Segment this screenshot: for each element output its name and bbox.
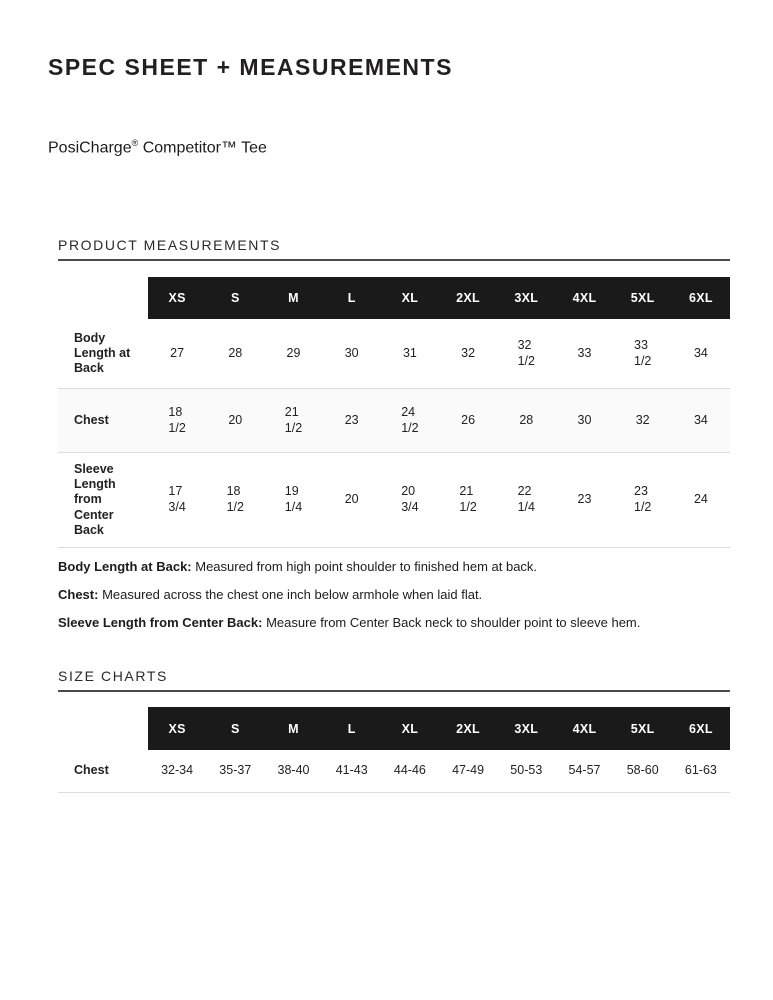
measurement-value	[323, 319, 381, 388]
value-lines: 17 3/4	[168, 484, 186, 514]
size-charts-table	[58, 707, 730, 793]
value-lines: 54-57	[568, 763, 601, 778]
note-definition: Measure from Center Back neck to shoulder point to sleeve hem.	[262, 615, 641, 630]
registered-trademark-symbol: ®	[131, 138, 139, 148]
row-label: Sleeve Length from Center Back	[74, 461, 116, 537]
measurement-value	[497, 389, 555, 452]
measurement-value	[264, 319, 322, 388]
measurement-value	[381, 389, 439, 452]
value-lines: 61-63	[684, 763, 717, 778]
size-header-row	[58, 707, 730, 750]
value-lines: 23 1/2	[634, 484, 652, 514]
value-lines: 28	[519, 412, 534, 427]
size-column-header: 2XL	[439, 707, 497, 750]
size-column-header: 6XL	[672, 707, 730, 750]
measurement-value	[555, 389, 613, 452]
measurement-value	[206, 750, 264, 792]
value-lines: 21 1/2	[284, 404, 303, 435]
value-lines: 32	[461, 345, 476, 360]
value-lines: 23	[577, 492, 592, 507]
value-lines: 23	[344, 412, 359, 427]
measurement-value	[672, 389, 730, 452]
value-lines: 32-34	[161, 763, 194, 778]
value-lines: 34	[693, 412, 708, 427]
measurement-value	[672, 319, 730, 388]
size-column-header: M	[264, 707, 322, 750]
size-column-header: L	[323, 707, 381, 750]
size-column-header: XS	[148, 277, 206, 319]
measurement-value	[323, 750, 381, 792]
measurement-value	[555, 750, 613, 792]
value-lines: 34	[693, 345, 708, 360]
measurement-value	[439, 453, 497, 547]
value-lines: 38-40	[277, 763, 310, 778]
table-row	[58, 319, 730, 389]
measurement-value	[614, 319, 672, 388]
product-name-rest: Competitor™ Tee	[138, 139, 267, 157]
value-lines: 28	[228, 345, 243, 360]
value-lines: 50-53	[510, 763, 543, 778]
measurement-value	[206, 319, 264, 388]
size-column-header: S	[206, 277, 264, 319]
measurement-value	[264, 750, 322, 792]
value-lines: 19 1/4	[284, 484, 303, 514]
measurement-value	[555, 319, 613, 388]
value-lines: 20	[228, 412, 243, 427]
value-lines: 33 1/2	[634, 337, 652, 368]
value-lines: 27	[170, 345, 185, 360]
value-lines: 24 1/2	[401, 404, 419, 435]
size-header-row	[58, 277, 730, 319]
value-lines: 32	[635, 412, 650, 427]
size-column-header: M	[264, 277, 322, 319]
value-lines: 20	[344, 492, 359, 507]
table-row	[58, 389, 730, 453]
measurement-value	[672, 750, 730, 792]
measurement-value	[323, 389, 381, 452]
size-column-header: 5XL	[614, 277, 672, 319]
measurement-value	[206, 453, 264, 547]
note-term: Body Length at Back:	[58, 559, 192, 574]
value-lines: 30	[577, 412, 592, 427]
value-lines: 29	[286, 345, 301, 360]
value-lines: 24	[693, 492, 708, 507]
measurement-value	[497, 319, 555, 388]
value-lines: 20 3/4	[401, 484, 419, 514]
size-charts-heading: SIZE CHARTS	[58, 668, 730, 692]
measurement-value	[148, 750, 206, 792]
measurement-value	[381, 319, 439, 388]
note-definition: Measured across the chest one inch below armhole when laid flat.	[98, 587, 483, 602]
measurement-value	[439, 750, 497, 792]
row-label: Chest	[74, 412, 109, 427]
note-term: Chest:	[58, 587, 99, 602]
measurement-value	[323, 453, 381, 547]
size-column-header: L	[323, 277, 381, 319]
measurement-value	[264, 453, 322, 547]
size-column-header: 4XL	[555, 707, 613, 750]
value-lines: 41-43	[335, 763, 368, 778]
row-label: Body Length at Back	[74, 330, 131, 376]
measurement-value	[497, 453, 555, 547]
value-lines: 30	[344, 345, 359, 360]
value-lines: 22 1/4	[517, 484, 535, 514]
measurement-value	[148, 319, 206, 388]
size-column-header: 4XL	[555, 277, 613, 319]
measurement-value	[614, 453, 672, 547]
row-label: Chest	[74, 763, 109, 778]
value-lines: 31	[402, 345, 417, 360]
measurement-value	[614, 750, 672, 792]
measurement-value	[264, 389, 322, 452]
header-spacer-cell	[58, 277, 148, 319]
size-column-header: XL	[381, 707, 439, 750]
measurement-value	[439, 389, 497, 452]
note-term: Sleeve Length from Center Back:	[58, 615, 263, 630]
value-lines: 32 1/2	[517, 337, 535, 368]
size-column-header: XS	[148, 707, 206, 750]
measurement-value	[672, 453, 730, 547]
value-lines: 47-49	[452, 763, 485, 778]
size-column-header: 6XL	[672, 277, 730, 319]
size-column-header: 5XL	[614, 707, 672, 750]
note-chest	[58, 587, 738, 603]
product-measurements-heading: PRODUCT MEASUREMENTS	[58, 237, 730, 261]
value-lines: 58-60	[626, 763, 659, 778]
size-column-header: S	[206, 707, 264, 750]
measurement-value	[148, 389, 206, 452]
note-body-length	[58, 559, 738, 575]
size-column-header: XL	[381, 277, 439, 319]
measurement-value	[381, 453, 439, 547]
measurement-value	[206, 389, 264, 452]
product-name	[48, 138, 267, 157]
measurement-value	[381, 750, 439, 792]
measurement-value	[555, 453, 613, 547]
value-lines: 33	[577, 345, 592, 360]
measurement-notes	[58, 559, 738, 643]
note-sleeve-length	[58, 615, 738, 631]
measurement-value	[497, 750, 555, 792]
value-lines: 21 1/2	[459, 484, 477, 514]
value-lines: 44-46	[393, 763, 426, 778]
value-lines: 26	[461, 412, 476, 427]
value-lines: 18 1/2	[226, 484, 244, 514]
measurement-value	[439, 319, 497, 388]
value-lines: 18 1/2	[168, 404, 186, 435]
page-title: SPEC SHEET + MEASUREMENTS	[48, 54, 453, 80]
table-row	[58, 750, 730, 793]
table-row	[58, 453, 730, 548]
size-column-header: 3XL	[497, 707, 555, 750]
product-brand: PosiCharge	[48, 139, 132, 157]
measurement-value	[148, 453, 206, 547]
header-spacer-cell	[58, 707, 148, 750]
size-column-header: 3XL	[497, 277, 555, 319]
value-lines: 35-37	[219, 763, 252, 778]
measurement-value	[614, 389, 672, 452]
product-measurements-table	[58, 277, 730, 548]
size-column-header: 2XL	[439, 277, 497, 319]
note-definition: Measured from high point shoulder to finished hem at back.	[191, 559, 538, 574]
